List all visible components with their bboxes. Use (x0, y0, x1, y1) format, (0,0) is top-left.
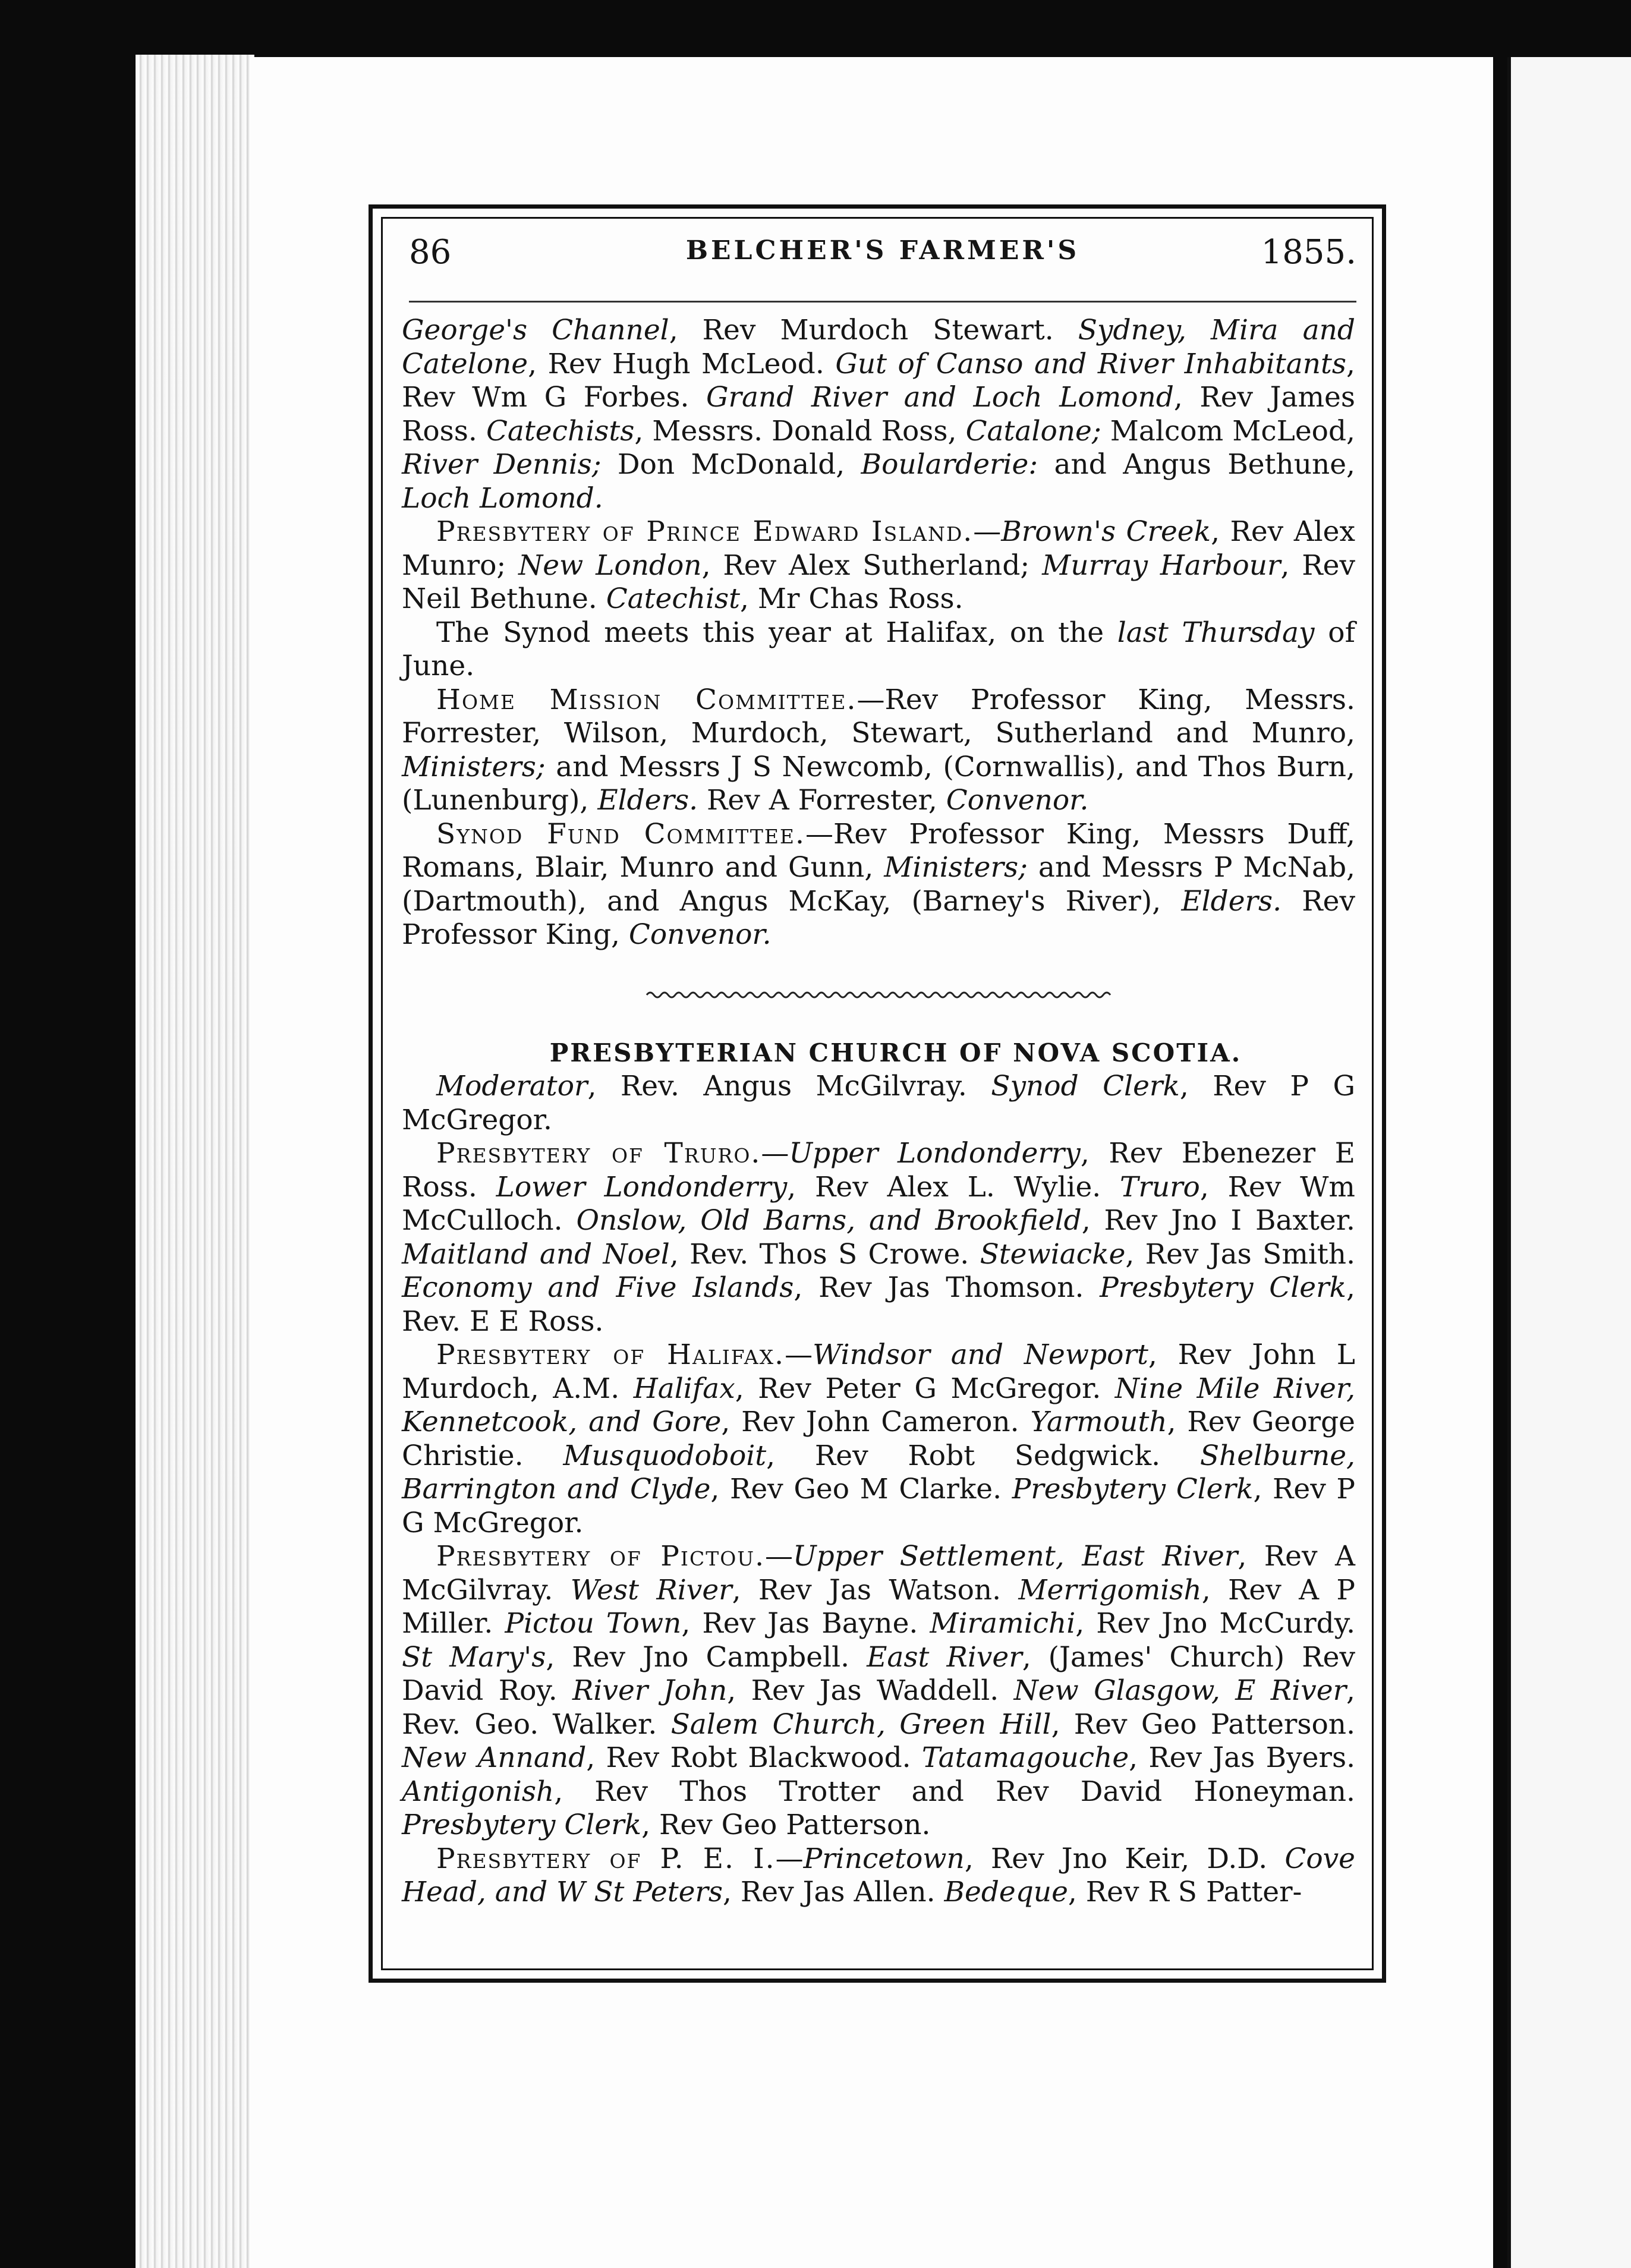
section-heading: PRESBYTERIAN CHURCH OF NOVA SCOTIA. (549, 1038, 1242, 1067)
paragraph: Moderator, Rev. Angus McGilvray. Synod Clerk, Rev P G McGregor. (402, 1070, 1355, 1136)
page-number: 86 (409, 233, 452, 272)
page-edge-stack (136, 55, 254, 2268)
header-year: 1855. (1261, 233, 1356, 272)
paragraph: Synod Fund Committee.—Rev Professor King, Messrs Duff, Romans, Blair, Munro and Gunn, Ministers; and Messrs P McNab, (Dartmouth), and Angus McKay, (Barney's River), Elders. Rev Professor King, Convenor. (402, 817, 1355, 951)
running-title: BELCHER'S FARMER'S (685, 235, 1080, 266)
paragraph: Presbytery of Prince Edward Island.—Brown's Creek, Rev Alex Munro; New London, Rev Alex Sutherland; Murray Harbour, Rev Neil Bethune. Catechist, Mr Chas Ross. (402, 515, 1355, 615)
paragraph: Presbytery of P. E. I.—Princetown, Rev Jno Keir, D.D. Cove Head, and W St Peters, Rev Jas Allen. Bedeque, Rev R S Patter- (402, 1842, 1355, 1908)
paragraph: Home Mission Committee.—Rev Professor King, Messrs. Forrester, Wilson, Murdoch, Stewart, Sutherland and Munro, Ministers; and Messrs J S Newcomb, (Cornwallis), and Thos Burn, (Lunenburg), Elders. Rev A Forrester, Convenor. (402, 683, 1355, 817)
paragraph: The Synod meets this year at Halifax, on the last Thursday of June. (402, 616, 1355, 682)
paragraph: George's Channel, Rev Murdoch Stewart. Sydney, Mira and Catelone, Rev Hugh McLeod. Gut of Canso and River Inhabitants, Rev Wm G Forbes. Grand River and Loch Lomond, Rev James Ross. Catechists, Messrs. Donald Ross, Catalone; Malcom McLeod, River Dennis; Don McDonald, Boularderie: and Angus Bethune, Loch Lomond. (402, 314, 1356, 515)
header-rule (409, 301, 1356, 303)
running-header (409, 233, 1356, 276)
paragraph: Presbytery of Pictou.—Upper Settlement, East River, Rev A McGilvray. West River, Rev Jas Watson. Merrigomish, Rev A P Miller. Pictou Town, Rev Jas Bayne. Miramichi, Rev Jno McCurdy. St Mary's, Rev Jno Campbell. East River, (James' Church) Rev David Roy. River John, Rev Jas Waddell. New Glasgow, E River, Rev. Geo. Walker. Salem Church, Green Hill, Rev Geo Patterson. New Annand, Rev Robt Blackwood. Tatamagouche, Rev Jas Byers. Antigonish, Rev Thos Trotter and Rev David Honeyman. Presbytery Clerk, Rev Geo Patterson. (402, 1540, 1356, 1841)
paragraph: Presbytery of Halifax.—Windsor and Newport, Rev John L Murdoch, A.M. Halifax, Rev Peter G McGregor. Nine Mile River, Kennetcook, and Gore, Rev John Cameron. Yarmouth, Rev George Christie. Musquodoboit, Rev Robt Sedgwick. Shelburne, Barrington and Clyde, Rev Geo M Clarke. Presbytery Clerk, Rev P G McGregor. (402, 1338, 1356, 1539)
wavy-divider (402, 988, 1355, 1002)
facing-page-edge (1507, 57, 1631, 2268)
page-body (402, 314, 1355, 1910)
paragraph: Presbytery of Truro.—Upper Londonderry, Rev Ebenezer E Ross. Lower Londonderry, Rev Alex L. Wylie. Truro, Rev Wm McCulloch. Onslow, Old Barns, and Brookfield, Rev Jno I Baxter. Maitland and Noel, Rev. Thos S Crowe. Stewiacke, Rev Jas Smith. Economy and Five Islands, Rev Jas Thomson. Presbytery Clerk, Rev. E E Ross. (402, 1137, 1356, 1338)
